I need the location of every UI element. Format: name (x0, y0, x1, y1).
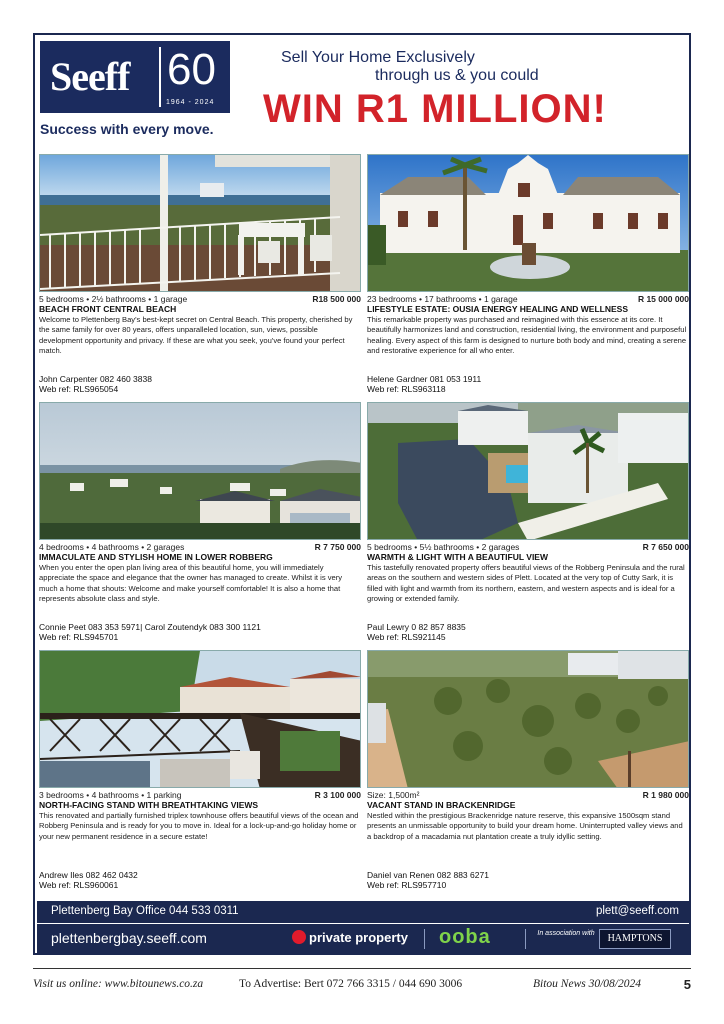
office-phone[interactable]: Plettenberg Bay Office 044 533 0311 (51, 905, 239, 917)
listing-photo[interactable] (367, 402, 689, 540)
aerial-house-pool-photo (368, 403, 689, 540)
listing-description: Nestled within the prestigious Brackenridge nature reserve, this expansive 1500sqm stand presents an unmissable opportunity to build your dream home. Uninterrupted valley views and a backdrop of a macadamia nut plantation create a truly idyllic setting. (367, 811, 683, 841)
listing-specs: 3 bedrooms • 4 bathrooms • 1 parking (39, 790, 182, 800)
partner-divider (525, 929, 526, 949)
beach-deck-photo (40, 155, 361, 292)
office-contact-bar (37, 901, 691, 923)
listing-price: R 7 750 000 (314, 542, 361, 552)
listing-photo[interactable] (367, 154, 689, 292)
page-footer (33, 968, 691, 992)
listing-specs: Size: 1,500m² (367, 790, 420, 800)
website-link[interactable]: plettenbergbay.seeff.com (51, 930, 207, 946)
listing-agent: Andrew Iles 082 462 0432 (39, 870, 138, 880)
listing-web-ref: Web ref: RLS945701 (39, 632, 119, 642)
listing-price: R18 500 000 (312, 294, 361, 304)
listing-specs: 5 bedrooms • 2½ bathrooms • 1 garage (39, 294, 188, 304)
partner-divider (424, 929, 425, 949)
promo-line-2: through us & you could (375, 67, 539, 84)
listing-photo[interactable] (367, 650, 689, 788)
listing-web-ref: Web ref: RLS960061 (39, 880, 119, 890)
listing-title[interactable]: WARMTH & LIGHT WITH A BEAUTIFUL VIEW (367, 552, 548, 562)
listing-agent: Connie Peet 083 353 5971| Carol Zoutendyk 083 300 1121 (39, 622, 261, 632)
listing-price: R 15 000 000 (637, 294, 689, 304)
ooba-logo: ooba (439, 926, 491, 948)
advert-header (35, 35, 689, 148)
listing-specs: 4 bedrooms • 4 bathrooms • 2 garages (39, 542, 185, 552)
listing-description: This remarkable property was purchased and reimagined with this essence at its core. It beautifully harmonizes land and construction, residential living, the environment and purposeful healing. Every aspect of this farm is designed to nurture both body and mind, creating a serene and restorative experience for all who enter. (367, 315, 687, 356)
logo-wordmark: Seeff (50, 54, 130, 99)
location-pin-icon (292, 930, 306, 944)
listing-card[interactable] (367, 154, 689, 399)
listing-web-ref: Web ref: RLS957710 (367, 880, 447, 890)
listing-specs: 23 bedrooms • 17 bathrooms • 1 garage (367, 294, 518, 304)
listing-description: Welcome to Plettenberg Bay's best-kept secret on Central Beach. This property, cherished by the same family for over 80 years, offers unparalleled location, sun, views, possible development opportunity and privacy. If these are what you seek, you've found your perfect match. (39, 315, 353, 356)
listing-agent: Daniel van Renen 082 883 6271 (367, 870, 489, 880)
listing-web-ref: Web ref: RLS921145 (367, 632, 446, 642)
promo-line-1: Sell Your Home Exclusively (281, 49, 475, 66)
listing-web-ref: Web ref: RLS963118 (367, 384, 446, 394)
listing-card[interactable] (367, 402, 689, 647)
listing-photo[interactable] (39, 154, 361, 292)
listing-photo[interactable] (39, 650, 361, 788)
listing-web-ref: Web ref: RLS965054 (39, 384, 119, 394)
listing-title[interactable]: NORTH-FACING STAND WITH BREATHTAKING VIEWS (39, 800, 259, 810)
vacant-stand-photo (368, 651, 689, 788)
private-property-label: private property (309, 930, 408, 945)
logo-divider (159, 47, 161, 107)
office-email[interactable]: plett@seeff.com (595, 905, 679, 917)
listing-card[interactable] (39, 402, 361, 647)
listing-photo[interactable] (39, 402, 361, 540)
listing-description: This tastefully renovated property offers beautiful views of the Robberg Peninsula and the rural areas on the southern and western sides of Plett. Located at the very top of Cutty Sark, it is filled with light and warmth from its northern, eastern, and western aspects and is ideal for a growing or extended family. (367, 563, 685, 604)
listing-description: This renovated and partially furnished triplex townhouse offers beautiful views of the ocean and Robberg Peninsula and is ready for you to move in. Ideal for a lock-up-and-go holiday home or your new permanent residence in a secure estate! (39, 811, 359, 841)
listing-title[interactable]: BEACH FRONT CENTRAL BEACH (39, 304, 177, 314)
page-number: 5 (683, 977, 691, 992)
seeff-logo (40, 41, 230, 113)
partners-bar (37, 924, 691, 955)
listing-price: R 7 650 000 (642, 542, 689, 552)
listing-specs: 5 bedrooms • 5½ bathrooms • 2 garages (367, 542, 520, 552)
listing-card[interactable] (367, 650, 689, 895)
listing-agent: Helene Gardner 081 053 1911 (367, 374, 482, 384)
listing-description: When you enter the open plan living area of this beautiful home, you will immediately appreciate the space and elegance that the owner has managed to create. Whilst it is very much a home that shouts: Welcome and make yourself comfortable! It is also a home that represents absolute class and style. (39, 563, 343, 604)
cape-dutch-estate-photo (368, 155, 689, 292)
listing-agent: John Carpenter 082 460 3838 (39, 374, 152, 384)
listing-title[interactable]: IMMACULATE AND STYLISH HOME IN LOWER ROBBERG (39, 552, 273, 562)
website-note[interactable]: Visit us online: www.bitounews.co.za (33, 978, 204, 990)
private-property-logo (292, 930, 408, 945)
listing-card[interactable] (39, 650, 361, 895)
tagline: Success with every move. (40, 121, 214, 137)
promo-headline: WIN R1 MILLION! (263, 87, 607, 131)
logo-anniversary: 60 (167, 45, 216, 94)
logo-years: 1964 - 2024 (166, 99, 215, 106)
edition-date: Bitou News 30/08/2024 (533, 978, 641, 990)
listing-price: R 3 100 000 (314, 790, 361, 800)
listing-title[interactable]: LIFESTYLE ESTATE: OUSIA ENERGY HEALING AND WELLNESS (367, 304, 628, 314)
listing-card[interactable] (39, 154, 361, 399)
association-note: In association with (537, 930, 595, 937)
lower-robberg-view-photo (40, 403, 361, 540)
advert-frame (33, 33, 691, 955)
advertise-contact: To Advertise: Bert 072 766 3315 / 044 690 3006 (239, 978, 463, 990)
hamptons-logo: HAMPTONS (599, 929, 671, 949)
listing-price: R 1 980 000 (642, 790, 689, 800)
listing-title[interactable]: VACANT STAND IN BRACKENRIDGE (367, 800, 516, 810)
listing-agent: Paul Lewry 0 82 857 8835 (367, 622, 466, 632)
townhouse-balcony-photo (40, 651, 361, 788)
